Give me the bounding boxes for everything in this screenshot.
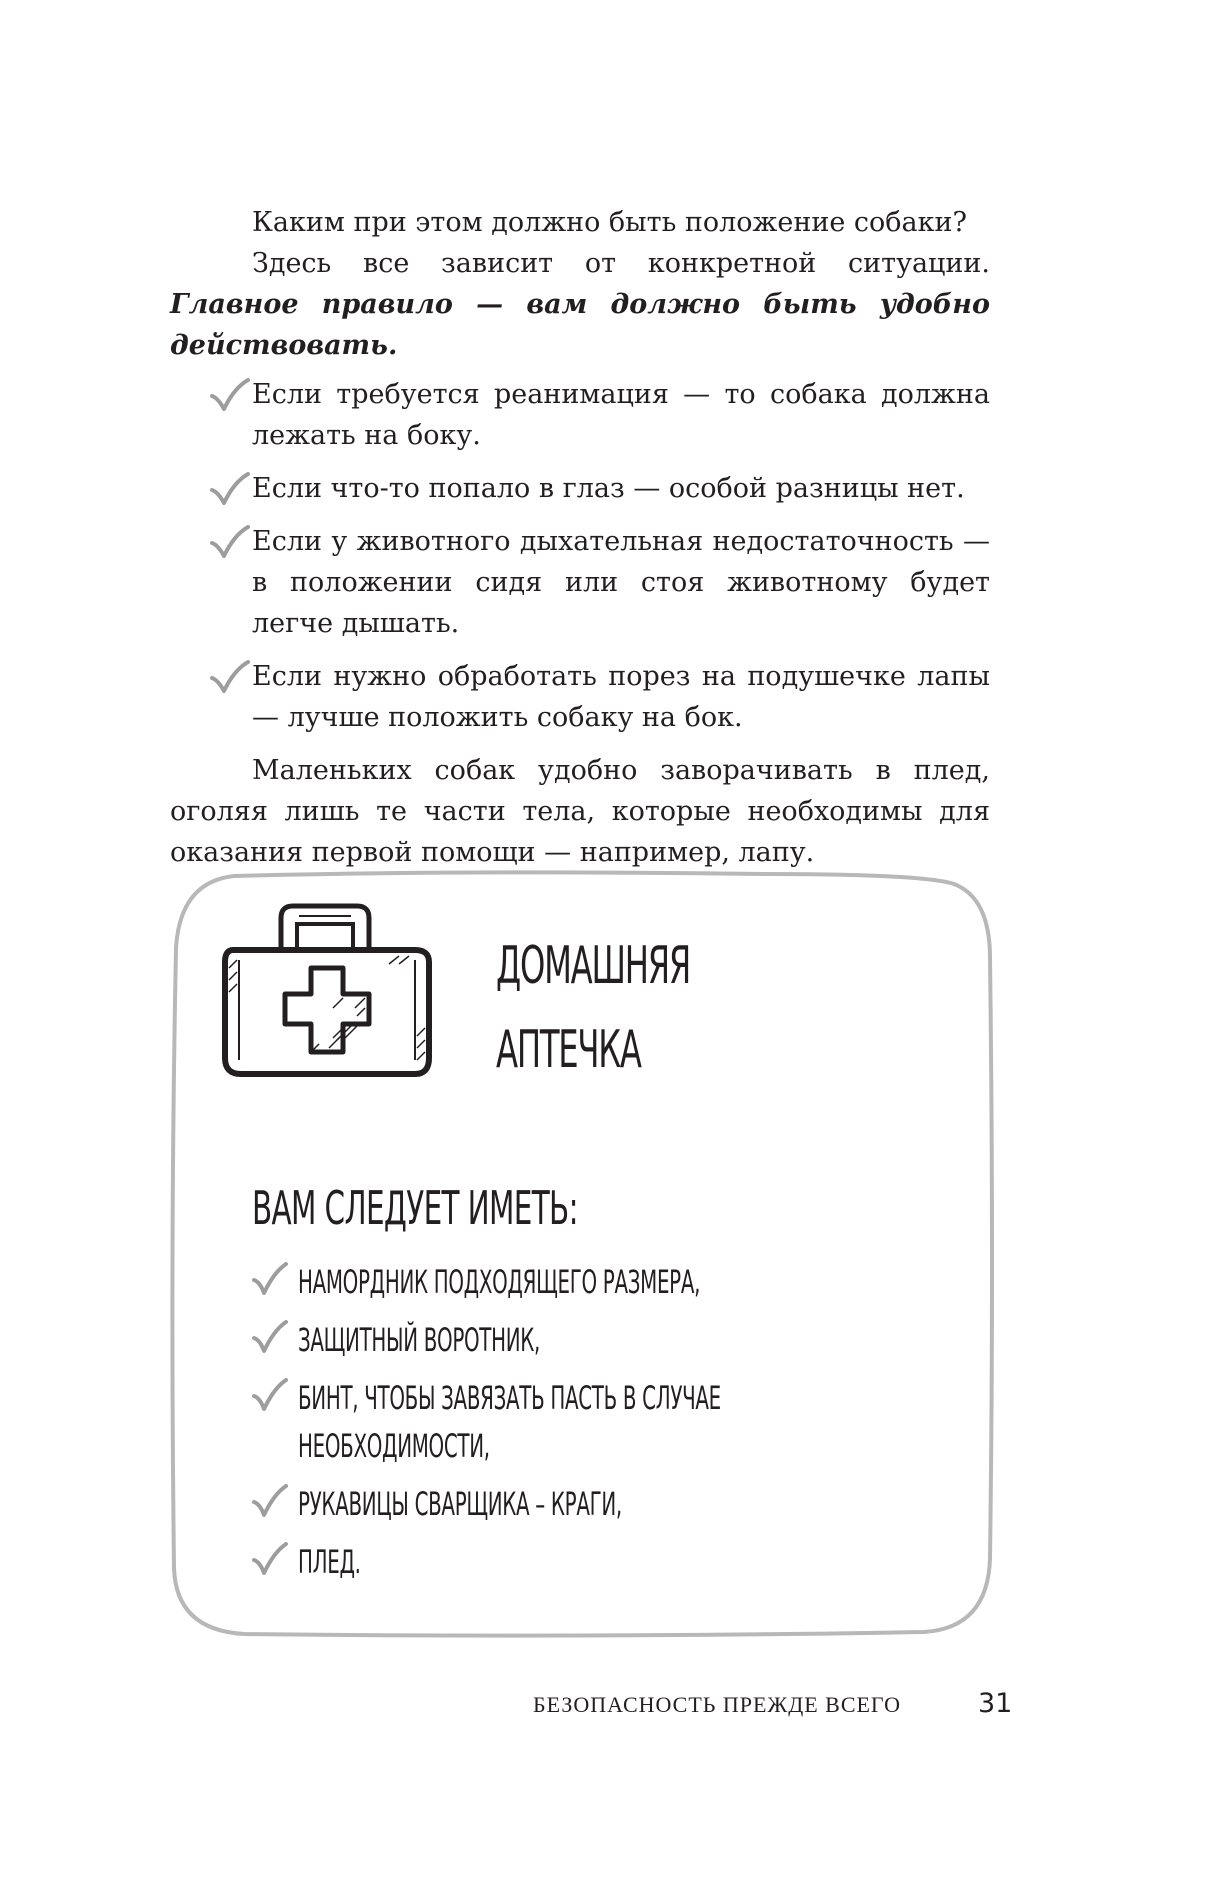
- checkmark-icon: [252, 1262, 288, 1296]
- paragraph-2-emphasis: Главное правило — вам должно быть удобно действовать.: [170, 289, 990, 361]
- kit-list-item: [252, 1480, 812, 1528]
- running-head: БЕЗОПАСНОСТЬ ПРЕЖДЕ ВСЕГО: [533, 1692, 901, 1717]
- kit-subtitle: ВАМ СЛЕДУЕТ ИМЕТЬ:: [252, 1181, 578, 1235]
- kit-list-item: [252, 1374, 812, 1470]
- list-item-text: Если нужно обработать порез на подушечке лапы — лучше положить собаку на бок.: [252, 661, 990, 733]
- checkmark-icon: [210, 525, 250, 559]
- kit-title-line-1: ДОМАШНЯЯ: [496, 936, 691, 996]
- paragraph-2: [170, 243, 990, 366]
- kit-list: [252, 1258, 812, 1596]
- kit-list-item-text: ПЛЕД.: [298, 1543, 361, 1581]
- kit-list-item-text: ЗАЩИТНЫЙ ВОРОТНИК,: [298, 1321, 541, 1359]
- checkmark-icon: [210, 378, 250, 412]
- paragraph-2-text: Здесь все зависит от конкретной ситуации.: [252, 248, 990, 279]
- kit-list-item-text: НАМОРДНИК ПОДХОДЯЩЕГО РАЗМЕРА,: [298, 1263, 701, 1301]
- checkmark-icon: [252, 1378, 288, 1412]
- page-footer: [0, 1690, 1216, 1730]
- kit-list-item: [252, 1258, 812, 1306]
- kit-title-line-2: АПТЕЧКА: [496, 1020, 641, 1080]
- first-aid-kit-box: [164, 868, 994, 1640]
- kit-list-item-text: РУКАВИЦЫ СВАРЩИКА – КРАГИ,: [298, 1485, 622, 1523]
- paragraph-1: Каким при этом должно быть положение собаки?: [252, 207, 967, 238]
- checkmark-icon: [210, 660, 250, 694]
- list-item: [170, 656, 990, 738]
- list-item-text: Если требуется реанимация — то собака должна лежать на боку.: [252, 379, 990, 451]
- kit-title: [496, 924, 868, 1092]
- checkmark-icon: [252, 1320, 288, 1354]
- first-aid-kit-icon: [219, 898, 435, 1082]
- checkmark-icon: [252, 1542, 288, 1576]
- body-text: [170, 202, 990, 873]
- list-item: [170, 521, 990, 644]
- list-item: [170, 468, 990, 509]
- list-item: [170, 374, 990, 456]
- checkmark-icon: [210, 472, 250, 506]
- kit-list-item: [252, 1316, 812, 1364]
- list-item-text: Если у животного дыхательная недостаточность — в положении сидя или стоя животному будет легче дышать.: [252, 526, 990, 639]
- list-item-text: Если что-то попало в глаз — особой разницы нет.: [252, 473, 965, 504]
- paragraph-3: Маленьких собак удобно заворачивать в плед, оголяя лишь те части тела, которые необходимы для оказания первой помощи — например, лапу.: [170, 755, 990, 868]
- page-number: 31: [978, 1688, 1013, 1719]
- positions-list: [170, 374, 990, 738]
- kit-list-item: [252, 1538, 812, 1586]
- checkmark-icon: [252, 1484, 288, 1518]
- kit-list-item-text: БИНТ, ЧТОБЫ ЗАВЯЗАТЬ ПАСТЬ В СЛУЧАЕ НЕОБХОДИМОСТИ,: [298, 1379, 721, 1465]
